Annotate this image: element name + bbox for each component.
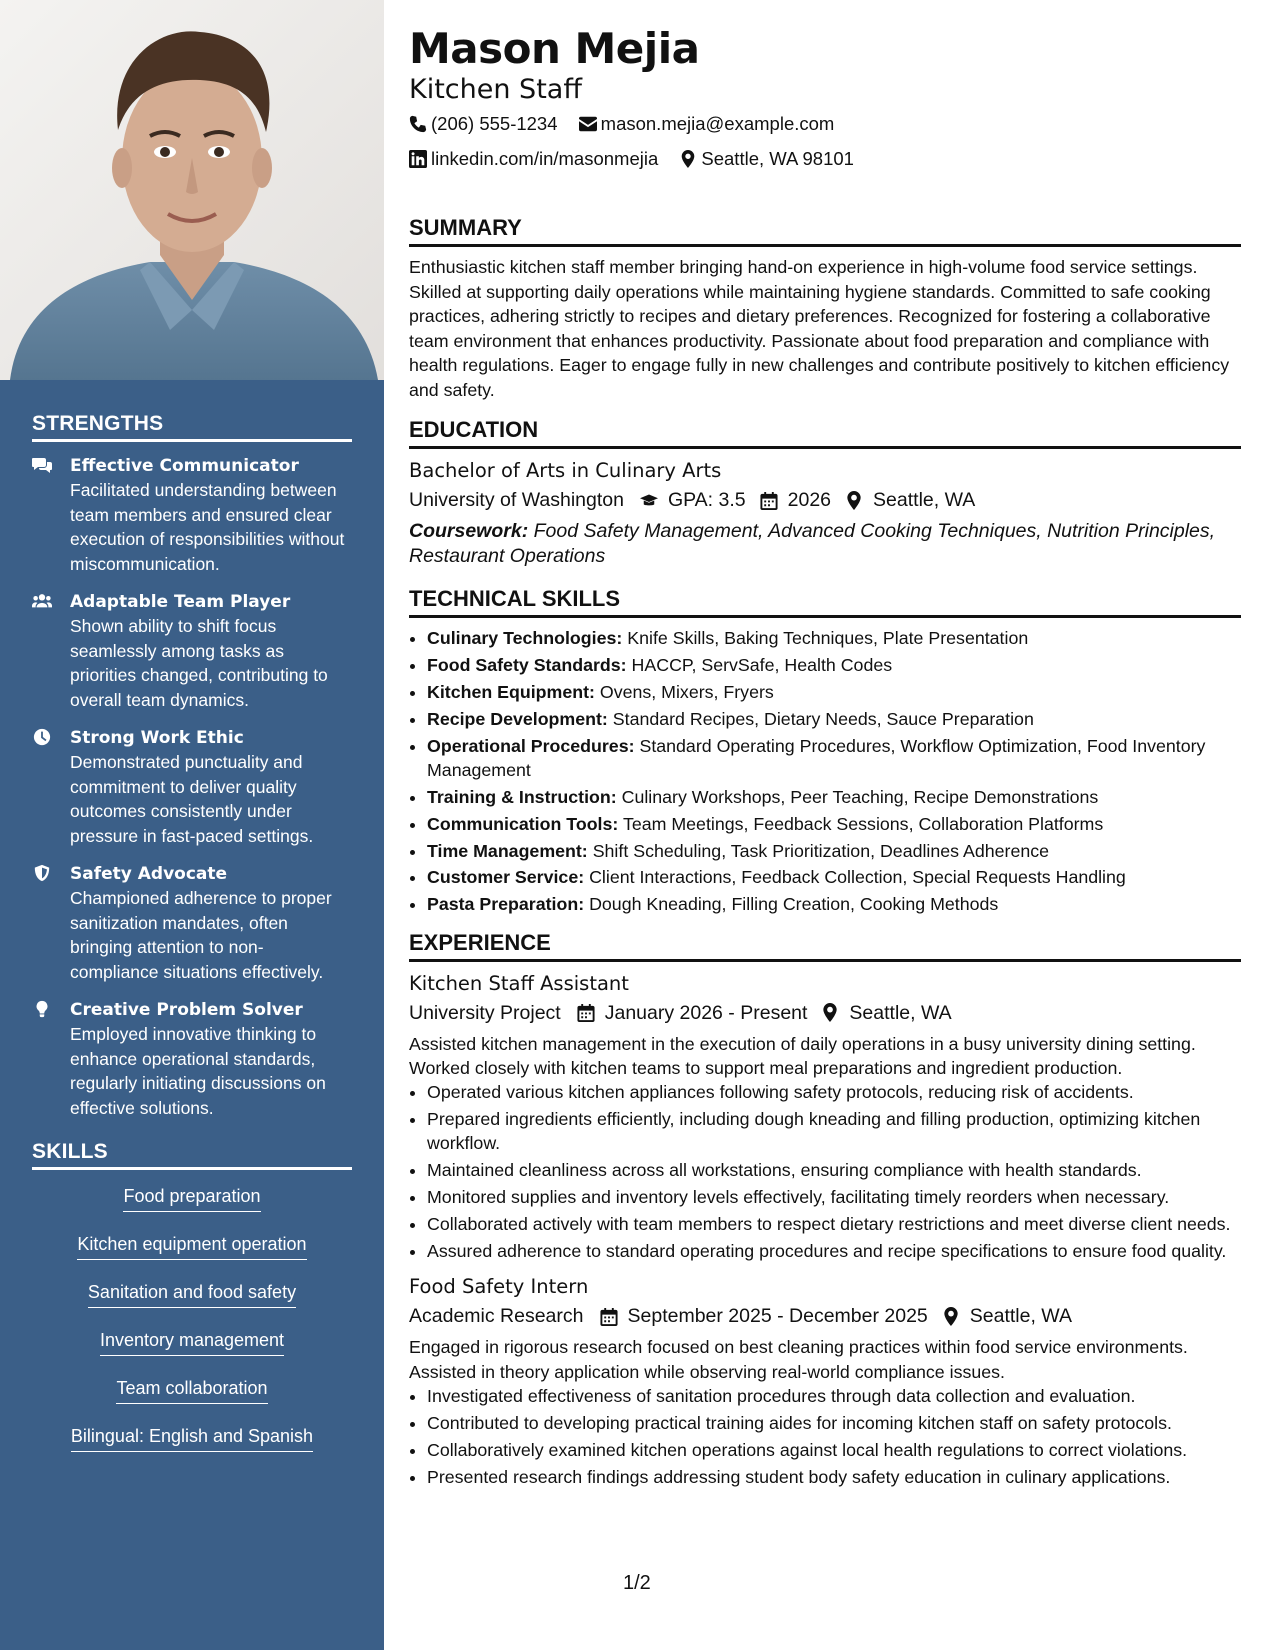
list-item: • Collaborated actively with team members to respect dietary restrictions and meet diverse client needs. <box>427 1212 1241 1236</box>
map-pin-icon <box>942 1307 960 1326</box>
map-pin-icon <box>845 491 863 510</box>
phone-icon <box>409 115 427 133</box>
job-org: Academic Research <box>409 1305 584 1328</box>
list-item: • Food Safety Standards: HACCP, ServSafe, Health Codes <box>427 653 1241 677</box>
calendar-icon <box>760 491 778 510</box>
technical-skills-list <box>409 626 1241 917</box>
education-meta <box>409 485 1241 515</box>
linkedin-icon <box>409 150 427 168</box>
job-location: Seattle, WA <box>849 1001 952 1024</box>
list-item: • Collaboratively examined kitchen operations against local health regulations to correct violations. <box>427 1438 1241 1462</box>
calendar-icon <box>577 1003 595 1022</box>
map-pin-icon <box>821 1003 839 1022</box>
coursework-label: Coursework: <box>409 520 529 542</box>
list-item: • Customer Service: Client Interactions, Feedback Collection, Special Requests Handling <box>427 865 1241 889</box>
job-description: Engaged in rigorous research focused on best cleaning practices within food service environments. Assisted in theory application while observing real-world compliance issues. <box>409 1337 1188 1382</box>
job-org: University Project <box>409 1001 561 1024</box>
experience-heading: EXPERIENCE <box>409 929 1241 962</box>
contact-info <box>409 112 1241 174</box>
job-meta <box>409 998 1241 1028</box>
job-description: Assisted kitchen management in the execution of daily operations in a busy university dining setting. Worked closely with kitchen teams to support meal preparations and ingredient production. <box>409 1033 1196 1078</box>
strength-title: Effective Communicator <box>70 456 299 476</box>
linkedin[interactable] <box>409 147 658 171</box>
job-location: Seattle, WA <box>969 1305 1072 1328</box>
page-number: 1/2 <box>623 1572 651 1594</box>
main-content <box>409 24 1241 1491</box>
location <box>679 147 854 171</box>
summary-text: Enthusiastic kitchen staff member bringing hand-on experience in high-volume food service settings. Skilled at supporting daily operations while maintaining hygiene standards. Committed to safe cooking practices, adhering strictly to recipes and dietary preferences. Recognized for fostering a collaborative team environment that enhances productivity. Passionate about food preparation and compliance with health regulations. Eager to engage fully in new challenges and contribute positively to kitchen efficiency and safety. <box>409 257 1230 400</box>
skill-item: Bilingual: English and Spanish <box>71 1424 313 1452</box>
job-entry <box>409 1273 1241 1489</box>
strength-item <box>32 998 352 1120</box>
list-item: • Contributed to developing practical training aides for incoming kitchen staff on safety protocols. <box>427 1411 1241 1435</box>
list-item: • Monitored supplies and inventory levels effectively, facilitating timely reorders when necessary. <box>427 1185 1241 1209</box>
list-item: • Operational Procedures: Standard Operating Procedures, Workflow Optimization, Food Inventory Management <box>427 734 1241 783</box>
strength-item <box>32 590 352 712</box>
map-pin-icon <box>679 150 697 168</box>
skill-item: Inventory management <box>100 1328 284 1356</box>
strength-desc: Championed adherence to proper sanitization mandates, often bringing attention to non-compliance situations effectively. <box>70 888 332 982</box>
job-entry <box>409 970 1241 1264</box>
school-location: Seattle, WA <box>873 489 976 511</box>
calendar-icon <box>600 1307 618 1326</box>
education-heading: EDUCATION <box>409 416 1241 449</box>
strength-item <box>32 726 352 848</box>
sidebar <box>0 0 384 1650</box>
coursework-list: Food Safety Management, Advanced Cooking Techniques, Nutrition Principles, Restaurant Operations <box>409 520 1216 567</box>
grad-year: 2026 <box>787 489 832 511</box>
skill-item: Food preparation <box>123 1184 260 1212</box>
strength-desc: Shown ability to shift focus seamlessly among tasks as priorities changed, contributing to overall team dynamics. <box>70 616 328 710</box>
list-item: • Maintained cleanliness across all workstations, ensuring compliance with health standards. <box>427 1158 1241 1182</box>
list-item: • Culinary Technologies: Knife Skills, Baking Techniques, Plate Presentation <box>427 626 1241 650</box>
lightbulb-icon <box>32 998 70 1120</box>
location-text: Seattle, WA 98101 <box>701 148 854 169</box>
strength-item <box>32 454 352 576</box>
strength-title: Safety Advocate <box>70 864 228 884</box>
strength-desc: Facilitated understanding between team members and ensured clear execution of responsibilities without miscommunication. <box>70 480 345 574</box>
coursework <box>409 519 1241 569</box>
graduation-cap-icon <box>640 491 658 510</box>
job-bullets <box>409 1080 1241 1263</box>
job-title: Kitchen Staff <box>409 74 582 105</box>
job-dates: September 2025 - December 2025 <box>627 1305 928 1328</box>
job-position: Kitchen Staff Assistant <box>409 971 629 995</box>
strength-title: Strong Work Ethic <box>70 728 244 748</box>
list-item: • Operated various kitchen appliances following safety protocols, reducing risk of accidents. <box>427 1080 1241 1104</box>
job-position: Food Safety Intern <box>409 1275 589 1299</box>
skill-item: Kitchen equipment operation <box>77 1232 306 1260</box>
list-item: • Communication Tools: Team Meetings, Feedback Sessions, Collaboration Platforms <box>427 812 1241 836</box>
list-item: • Recipe Development: Standard Recipes, Dietary Needs, Sauce Preparation <box>427 707 1241 731</box>
job-dates: January 2026 - Present <box>604 1001 808 1024</box>
users-icon <box>32 590 70 712</box>
strength-title: Adaptable Team Player <box>70 592 291 612</box>
technical-skills-heading: TECHNICAL SKILLS <box>409 585 1241 618</box>
list-item: • Assured adherence to standard operating procedures and recipe specifications to ensure food quality. <box>427 1239 1241 1263</box>
phone <box>409 112 558 136</box>
sidebar-content <box>32 412 352 1472</box>
email[interactable] <box>579 112 835 136</box>
skill-item: Sanitation and food safety <box>88 1280 296 1308</box>
comments-icon <box>32 454 70 576</box>
profile-photo <box>0 0 384 380</box>
list-item: • Kitchen Equipment: Ovens, Mixers, Fryers <box>427 680 1241 704</box>
shield-icon <box>32 862 70 984</box>
phone-number: (206) 555-1234 <box>431 113 558 134</box>
clock-icon <box>32 726 70 848</box>
gpa: GPA: 3.5 <box>667 489 746 511</box>
skill-item: Team collaboration <box>116 1376 267 1404</box>
list-item: • Time Management: Shift Scheduling, Task Prioritization, Deadlines Adherence <box>427 839 1241 863</box>
list-item: • Investigated effectiveness of sanitation procedures through data collection and evaluation. <box>427 1384 1241 1408</box>
linkedin-url: linkedin.com/in/masonmejia <box>431 148 659 169</box>
job-meta <box>409 1301 1241 1331</box>
list-item: • Pasta Preparation: Dough Kneading, Filling Creation, Cooking Methods <box>427 892 1241 916</box>
list-item: • Prepared ingredients efficiently, including dough kneading and filling production, optimizing kitchen workflow. <box>427 1107 1241 1156</box>
list-item: • Training & Instruction: Culinary Workshops, Peer Teaching, Recipe Demonstrations <box>427 785 1241 809</box>
candidate-name: Mason Mejia <box>409 24 700 73</box>
envelope-icon <box>579 115 597 133</box>
skills-heading: SKILLS <box>32 1140 352 1170</box>
degree: Bachelor of Arts in Culinary Arts <box>409 459 722 482</box>
strength-desc: Employed innovative thinking to enhance operational standards, regularly initiating discussions on effective solutions. <box>70 1024 326 1118</box>
skills-list <box>32 1184 352 1472</box>
strengths-heading: STRENGTHS <box>32 412 352 442</box>
strength-item <box>32 862 352 984</box>
job-bullets <box>409 1384 1241 1489</box>
summary-heading: SUMMARY <box>409 214 1241 247</box>
list-item: • Presented research findings addressing student body safety education in culinary applications. <box>427 1465 1241 1489</box>
email-address: mason.mejia@example.com <box>600 113 835 134</box>
strength-title: Creative Problem Solver <box>70 1000 303 1020</box>
strength-desc: Demonstrated punctuality and commitment to deliver quality outcomes consistently under pressure in fast-paced settings. <box>70 752 314 846</box>
school: University of Washington <box>409 489 624 511</box>
